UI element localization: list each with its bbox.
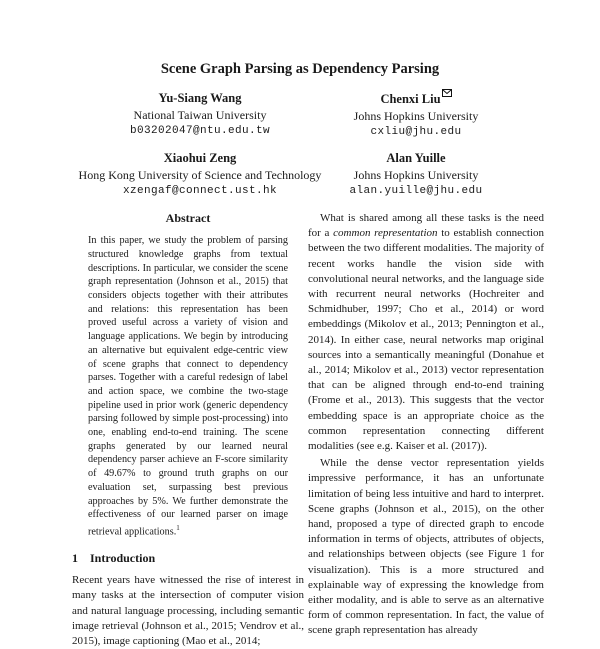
section-number: 1 xyxy=(72,551,78,566)
author-affiliation: Hong Kong University of Science and Technology xyxy=(78,167,322,182)
author-name: Alan Yuille xyxy=(386,151,446,165)
author-name: Yu-Siang Wang xyxy=(158,91,242,105)
envelope-icon xyxy=(442,89,452,97)
section-title: Introduction xyxy=(90,551,156,566)
author-affiliation: Johns Hopkins University xyxy=(353,108,479,123)
author-block-1 xyxy=(100,90,300,140)
abstract-body xyxy=(72,234,304,539)
author-name: Chenxi Liu xyxy=(316,90,516,108)
author-email[interactable]: alan.yuille@jhu.edu xyxy=(349,185,483,197)
section-heading-introduction xyxy=(72,551,304,566)
left-column xyxy=(72,211,304,649)
author-email[interactable]: b03202047@ntu.edu.tw xyxy=(129,125,271,137)
abstract-heading: Abstract xyxy=(165,211,211,225)
author-block-2 xyxy=(316,90,516,141)
author-affiliation: National Taiwan University xyxy=(133,107,267,122)
author-block-3 xyxy=(60,150,340,200)
author-email[interactable]: cxliu@jhu.edu xyxy=(370,126,462,139)
author-affiliation: Johns Hopkins University xyxy=(353,167,479,182)
paper-title: Scene Graph Parsing as Dependency Parsing xyxy=(160,61,440,77)
author-name: Xiaohui Zeng xyxy=(163,151,237,165)
intro-paragraph: Recent years have witnessed the rise of interest in many tasks at the intersection of computer vision and natural language processing, including semantic image retrieval (Johnson et al., 2015; Vendrov et al., 2015), image captioning (Mao et al., 2014; xyxy=(72,574,304,648)
right-paragraph-1: What is shared among all these tasks is the need for a common representation to establish connection between the two different modalities. The majority of recent works handle the vision side with convolutional neural networks, and the language side with recurrent neural networks (Hochreiter and Schmidhuber, 1997; Cho et al., 2014) or word embeddings (Mikolov et al., 2013; Pennington et al., 2014). In either case, neural networks map original sources into a semantically meaningful (Donahue et al., 2014; Mikolov et al., 2013) vector representation that can be aligned through end-to-end training (Frome et al., 2013). This suggests that the vector embedding space is an appropriate choice as the common representation connecting different modalities (see e.g. Kaiser et al. (2017)). xyxy=(308,212,544,453)
abstract-text: In this paper, we study the problem of parsing structured knowledge graphs from textual descriptions. In particular, we consider the scene graph representation (Johnson et al., 2015) that considers objects together with their attributes and relations: this representation has been proved useful across a variety of vision and language applications. We begin by introducing an alternative but equivalent edge-centric view of scene graphs that connect to dependency parses. Together with a careful redesign of label and action space, we combine the two-stage pipeline used in prior work (generic dependency parsing followed by simple post-processing) into one, enabling end-to-end training. The scene graphs generated by our learned neural dependency parser achieve an F-score similarity of 49.67% to ground truth graphs on our evaluation set, surpassing best previous approaches by 5%. We further demonstrate the effectiveness of our learned parser on image retrieval applications. xyxy=(88,235,288,538)
footnote-mark[interactable]: 1 xyxy=(176,523,180,532)
right-paragraph-2: While the dense vector representation yields impressive performance, it has an unfortunate limitation of being less intuitive and hard to interpret. Scene graphs (Johnson et al., 2015), on the other hand, proposed a type of directed graph to encode information in terms of objects, attributes of objects, and relationships between objects (see Figure 1 for visualization). This is a more structured and explainable way of expressing the knowledge from either modality, and is able to serve as an alternative form of common representation. In fact, the value of scene graph representation has already xyxy=(308,457,544,637)
right-column xyxy=(308,211,544,639)
emphasis-text: common representation xyxy=(333,227,438,240)
author-block-4 xyxy=(316,150,516,200)
author-email[interactable]: xzengaf@connect.ust.hk xyxy=(122,185,278,197)
